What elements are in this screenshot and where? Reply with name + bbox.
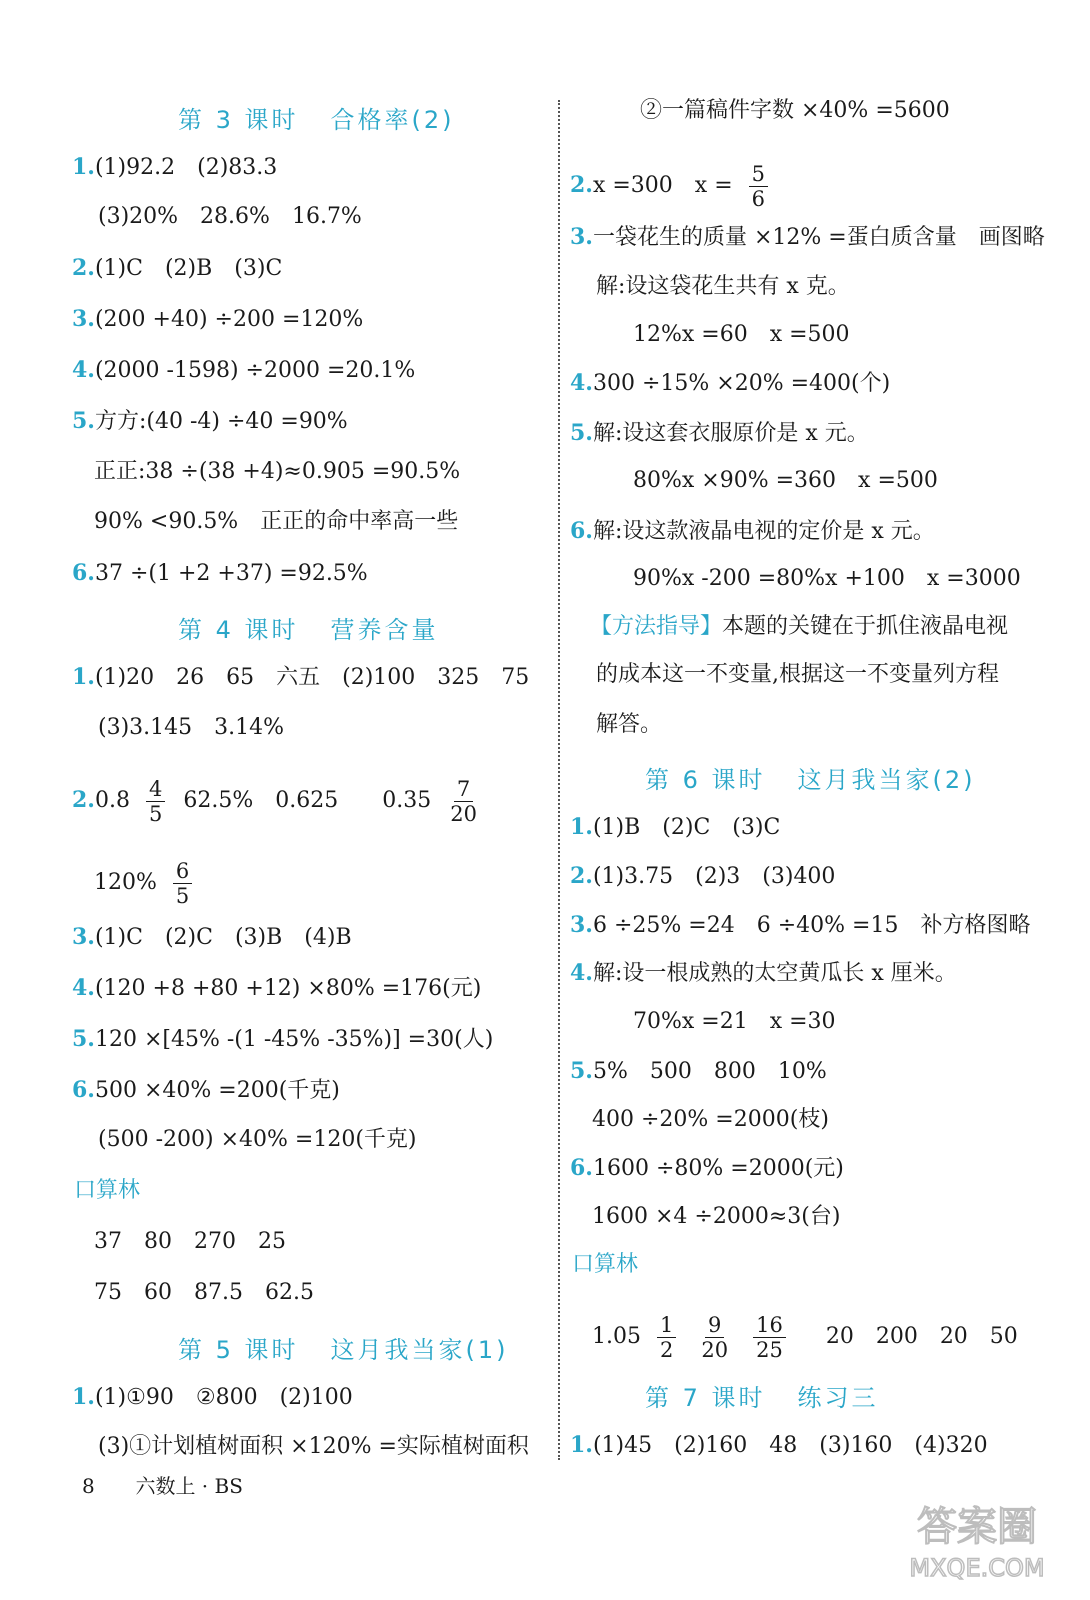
answer-text: 解:设这套衣服原价是 x 元。 <box>592 421 869 446</box>
question-number: 2. <box>72 255 95 281</box>
denominator: 5 <box>175 883 190 908</box>
answer-line <box>570 418 869 449</box>
question-number: 1. <box>72 1384 95 1410</box>
answer-text: (1)92.2 (2)83.3 <box>94 155 278 180</box>
question-number: 3. <box>570 224 593 250</box>
question-number: 3. <box>72 924 95 950</box>
denominator: 20 <box>450 801 477 826</box>
section-title <box>178 1330 509 1365</box>
question-number: 5. <box>72 408 95 434</box>
method-tip-text: 本题的关键在于抓住液晶电视 <box>722 614 1009 639</box>
question-number: 6. <box>72 560 95 586</box>
section-title <box>645 1378 879 1413</box>
answer-text: 300 ÷15% ×20% =400(个) <box>592 371 891 396</box>
answer-line <box>72 355 415 386</box>
question-number: 4. <box>570 960 593 986</box>
numerator: 4 <box>146 777 165 802</box>
question-number: 1. <box>570 1432 593 1458</box>
denominator: 2 <box>659 1337 674 1362</box>
answer-text: 12%x =60 x =500 <box>633 322 850 347</box>
answer-text: (3)①计划植树面积 ×120% =实际植树面积 <box>98 1434 529 1459</box>
method-tip <box>590 612 1008 642</box>
question-number: 6. <box>72 1077 95 1103</box>
answer-line <box>98 1125 417 1155</box>
answer-line <box>570 1430 988 1461</box>
answer-line <box>596 272 850 302</box>
page-number: 8 <box>82 1474 95 1498</box>
answer-text: 1600 ÷80% =2000(元) <box>592 1156 844 1181</box>
answer-line <box>633 466 938 496</box>
lesson-number: 第 7 课时 <box>645 1384 766 1412</box>
answer-text: 5% 500 800 10% <box>592 1059 827 1084</box>
answer-text: 解:设一根成熟的太空黄瓜长 x 厘米。 <box>592 961 957 986</box>
numerator: 16 <box>753 1313 786 1338</box>
answer-text: 一袋花生的质量 ×12% =蛋白质含量 画图略 <box>592 225 1045 250</box>
answer-text: (1)C (2)C (3)B (4)B <box>94 925 352 950</box>
answer-text: 解:设这款液晶电视的定价是 x 元。 <box>592 519 935 544</box>
question-number: 5. <box>72 1026 95 1052</box>
oral-calc-heading: 口算林 <box>74 1178 141 1203</box>
lesson-name: 营养含量 <box>330 616 439 644</box>
book-label: 六数上 · BS <box>135 1474 243 1498</box>
answer-line <box>94 858 210 908</box>
answer-text: (1)45 (2)160 48 (3)160 (4)320 <box>592 1433 988 1458</box>
question-number: 4. <box>72 357 95 383</box>
answer-text: (3)20% 28.6% 16.7% <box>98 204 362 229</box>
question-number: 3. <box>570 912 593 938</box>
lesson-name: 这月我当家(1) <box>330 1336 509 1364</box>
answer-text: 80%x ×90% =360 x =500 <box>633 468 938 493</box>
answer-line <box>72 1382 353 1413</box>
lesson-name: 这月我当家(2) <box>797 766 976 794</box>
numerator: 1 <box>657 1313 676 1338</box>
answer-line <box>72 152 277 183</box>
answer-text: 20 200 20 50 <box>803 1324 1018 1349</box>
answer-text: (3)3.145 3.14% <box>98 715 285 740</box>
denominator: 5 <box>148 801 163 826</box>
answer-line <box>633 320 850 350</box>
section-title <box>645 760 976 795</box>
answer-line <box>72 558 368 589</box>
answer-text: 6 ÷25% =24 6 ÷40% =15 补方格图略 <box>592 913 1031 938</box>
answer-line <box>570 222 1045 253</box>
answer-line <box>94 507 458 537</box>
answer-text: (120 +8 +80 +12) ×80% =176(元) <box>94 976 482 1001</box>
lesson-number: 第 3 课时 <box>178 106 299 134</box>
answer-text: (1)20 26 65 六五 (2)100 325 75 <box>94 665 530 690</box>
numerator: 5 <box>749 162 768 187</box>
answer-line <box>72 406 348 437</box>
question-number: 6. <box>570 1155 593 1181</box>
answer-line <box>633 1007 836 1037</box>
question-number: 1. <box>570 814 593 840</box>
answer-text: x =300 x = <box>592 173 733 198</box>
section-title <box>178 610 439 645</box>
section-title <box>178 100 455 135</box>
answer-line <box>570 861 835 892</box>
answer-text: 解:设这袋花生共有 x 克。 <box>596 274 850 299</box>
answer-text: 解答。 <box>596 712 663 737</box>
answer-line <box>592 1105 829 1135</box>
question-number: 6. <box>570 518 593 544</box>
question-number: 2. <box>72 787 95 813</box>
answer-line <box>633 564 1021 594</box>
question-number: 2. <box>570 172 593 198</box>
question-number: 3. <box>72 306 95 332</box>
answer-line <box>94 1227 286 1257</box>
answer-line <box>72 922 352 953</box>
answer-text: 500 ×40% =200(千克) <box>94 1078 340 1103</box>
answer-line <box>592 1202 840 1232</box>
lesson-number: 第 4 课时 <box>178 616 299 644</box>
answer-text: (2000 -1598) ÷2000 =20.1% <box>94 358 416 383</box>
answer-text: 37 ÷(1 +2 +37) =92.5% <box>94 561 368 586</box>
answer-line <box>72 304 363 335</box>
watermark-top-text: 答案圈 <box>917 1504 1037 1550</box>
answer-line <box>98 202 362 232</box>
denominator: 20 <box>701 1337 729 1362</box>
answer-line <box>570 910 1030 941</box>
question-number: 1. <box>72 664 95 690</box>
answer-text: 0.8 <box>94 788 130 813</box>
watermark-logo <box>892 1492 1062 1582</box>
answer-text: 75 60 87.5 62.5 <box>94 1280 314 1305</box>
oral-calc-heading: 口算林 <box>572 1252 639 1277</box>
answer-line <box>570 812 780 843</box>
page-footer <box>82 1470 243 1499</box>
denominator: 25 <box>756 1337 783 1362</box>
answer-text: (1)C (2)B (3)C <box>94 256 283 281</box>
numerator: 9 <box>705 1313 724 1338</box>
answer-line <box>570 160 786 211</box>
answer-line <box>640 96 950 126</box>
fraction <box>447 777 480 826</box>
fraction <box>753 1313 786 1362</box>
fraction <box>698 1313 731 1362</box>
answer-line <box>570 958 957 989</box>
question-number: 5. <box>570 1058 593 1084</box>
answer-text: 90% <90.5% 正正的命中率高一些 <box>94 509 459 534</box>
answer-text: 90%x -200 =80%x +100 x =3000 <box>633 566 1021 591</box>
fraction <box>749 162 768 211</box>
answer-line <box>72 253 282 284</box>
answer-text: (1)①90 ②800 (2)100 <box>94 1385 353 1410</box>
answer-text: (1)3.75 (2)3 (3)400 <box>592 864 836 889</box>
answer-text: 的成本这一不变量,根据这一不变量列方程 <box>596 662 999 687</box>
answer-line <box>72 973 481 1004</box>
fraction <box>146 777 165 826</box>
watermark-bottom-text: MXQE.COM <box>909 1554 1045 1582</box>
answer-text: 120% <box>94 870 157 895</box>
answer-line <box>72 775 498 826</box>
answer-text: 1.05 <box>592 1324 641 1349</box>
answer-line <box>570 368 890 399</box>
fraction <box>657 1313 676 1362</box>
numerator: 6 <box>173 859 192 884</box>
method-tip-label: 【方法指导】 <box>590 614 723 639</box>
numerator: 7 <box>454 777 473 802</box>
answer-line <box>72 662 529 693</box>
answer-text: 1600 ×4 ÷2000≈3(台) <box>592 1204 841 1229</box>
answer-text: (1)B (2)C (3)C <box>592 815 781 840</box>
answer-text: 400 ÷20% =2000(枝) <box>592 1107 829 1132</box>
answer-line <box>72 1024 493 1055</box>
question-number: 2. <box>570 863 593 889</box>
answer-line <box>596 660 999 690</box>
question-number: 4. <box>570 370 593 396</box>
answer-text: 120 ×[45% -(1 -45% -35%)] =30(人) <box>94 1027 494 1052</box>
answer-text: ②一篇稿件字数 ×40% =5600 <box>640 98 950 123</box>
answer-line <box>98 713 284 743</box>
question-number: 5. <box>570 420 593 446</box>
lesson-number: 第 6 课时 <box>645 766 766 794</box>
answer-line <box>94 1278 314 1308</box>
answer-line <box>98 1432 529 1462</box>
lesson-name: 合格率(2) <box>330 106 455 134</box>
answer-line <box>570 1153 844 1184</box>
column-divider <box>558 100 560 1460</box>
answer-line <box>570 516 935 547</box>
answer-line <box>592 1312 1030 1362</box>
answer-line <box>94 457 460 487</box>
denominator: 6 <box>751 186 766 211</box>
answer-text: 37 80 270 25 <box>94 1229 286 1254</box>
fraction <box>173 859 192 908</box>
question-number: 4. <box>72 975 95 1001</box>
answer-line <box>72 1075 340 1106</box>
answer-text: 70%x =21 x =30 <box>633 1009 836 1034</box>
answer-line <box>596 710 662 740</box>
lesson-name: 练习三 <box>797 1384 879 1412</box>
answer-text: (500 -200) ×40% =120(千克) <box>98 1127 417 1152</box>
question-number: 1. <box>72 154 95 180</box>
answer-text: (200 +40) ÷200 =120% <box>94 307 364 332</box>
answer-text: 62.5% 0.625 0.35 <box>183 788 432 813</box>
answer-text: 正正:38 ÷(38 +4)≈0.905 =90.5% <box>94 459 461 484</box>
answer-text: 方方:(40 -4) ÷40 =90% <box>94 409 348 434</box>
answer-line <box>570 1056 827 1087</box>
lesson-number: 第 5 课时 <box>178 1336 299 1364</box>
